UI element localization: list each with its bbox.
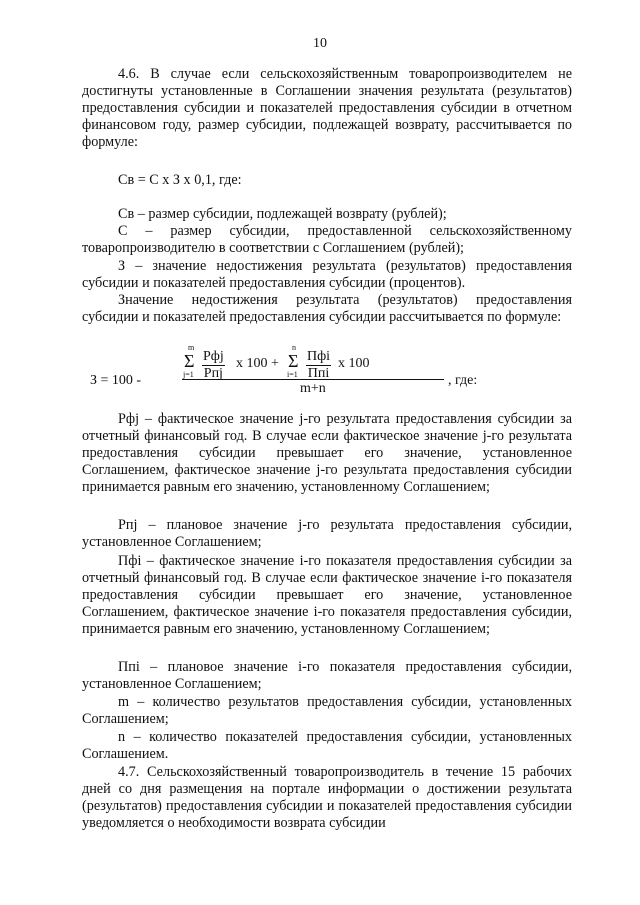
rf-numerator: Рфj <box>203 349 224 364</box>
sum-upper-n: n <box>292 343 296 352</box>
definition-n: n – количество показателей предоставления субсидии, установленных Соглашением. <box>82 729 572 762</box>
page-number: 10 <box>313 36 327 51</box>
pp-denominator: Ппi <box>307 366 330 381</box>
formula-tail: , где: <box>448 373 478 388</box>
definition-c: С – размер субсидии, предоставленной сельскохозяйственному товаропроизводителю в соответствии с Соглашением (рублей); <box>82 223 572 256</box>
main-denominator: m+n <box>300 381 326 396</box>
fraction-pf-pp <box>306 349 331 381</box>
sum-lower-i: i=1 <box>287 370 298 379</box>
paragraph-calculation: Значение недостижения результата (результатов) предоставления субсидии и показателей предоставления субсидии рассчитывается по формуле: <box>82 292 572 325</box>
definition-m: m – количество результатов предоставления субсидии, установленных Соглашением; <box>82 694 572 727</box>
paragraph-4-7: 4.7. Сельскохозяйственный товаропроизводитель в течение 15 рабочих дней со дня размещения на портале информации о достижении результата (результатов) предоставления субсидии и показателей предоставления субсидии уведомляется о необходимости возврата субсидии <box>82 764 572 831</box>
rp-denominator: Рпj <box>203 366 223 381</box>
definition-pf: Пфi – фактическое значение i-го показателя предоставления субсидии за отчетный финансовый год. В случае если фактическое значение i-го показателя предоставления субсидии превышает его значение, установленное Соглашением, фактическое значение i-го показателя предоставления субсидии, принимается равным его значению, установленному Соглашением; <box>82 553 572 637</box>
times-100-plus: х 100 + <box>236 356 279 371</box>
paragraph-4-6: 4.6. В случае если сельскохозяйственным товаропроизводителем не достигнуты установленные в Соглашении значения результата (результатов) предоставления субсидии и показателей предоставления субсидии в отчетном финансовом году, размер субсидии, подлежащей возврату, рассчитывается по формуле: <box>82 66 572 150</box>
sum-sign-j: Σ <box>184 351 195 371</box>
pf-numerator: Пфi <box>307 349 331 364</box>
definition-rp: Рпj – плановое значение j-го результата предоставления субсидии, установленное Соглашением; <box>82 517 572 550</box>
definition-z: З – значение недостижения результата (результатов) предоставления субсидии и показателей предоставления субсидии (процентов). <box>82 258 572 291</box>
formula-sv: Св = С х З х 0,1, где: <box>118 172 242 188</box>
formula-lhs: З = 100 - <box>90 373 142 388</box>
definition-rf: Рфj – фактическое значение j-го результата предоставления субсидии за отчетный финансовый год. В случае если фактическое значение j-го результата предоставления субсидии превышает его значение, установленное Соглашением, фактическое значение j-го результата предоставления субсидии принимается равным его значению, установленному Соглашением; <box>82 411 572 495</box>
sum-upper-m: m <box>188 343 195 352</box>
sum-lower-j: j=1 <box>183 370 194 379</box>
definition-sv: Св – размер субсидии, подлежащей возврату (рублей); <box>118 206 447 222</box>
definition-pp: Ппi – плановое значение i-го показателя предоставления субсидии, установленное Соглашением; <box>82 659 572 692</box>
times-100: х 100 <box>338 356 370 371</box>
sum-sign-i: Σ <box>288 351 299 371</box>
formula-z <box>90 340 540 402</box>
fraction-rf-rp <box>202 349 225 381</box>
